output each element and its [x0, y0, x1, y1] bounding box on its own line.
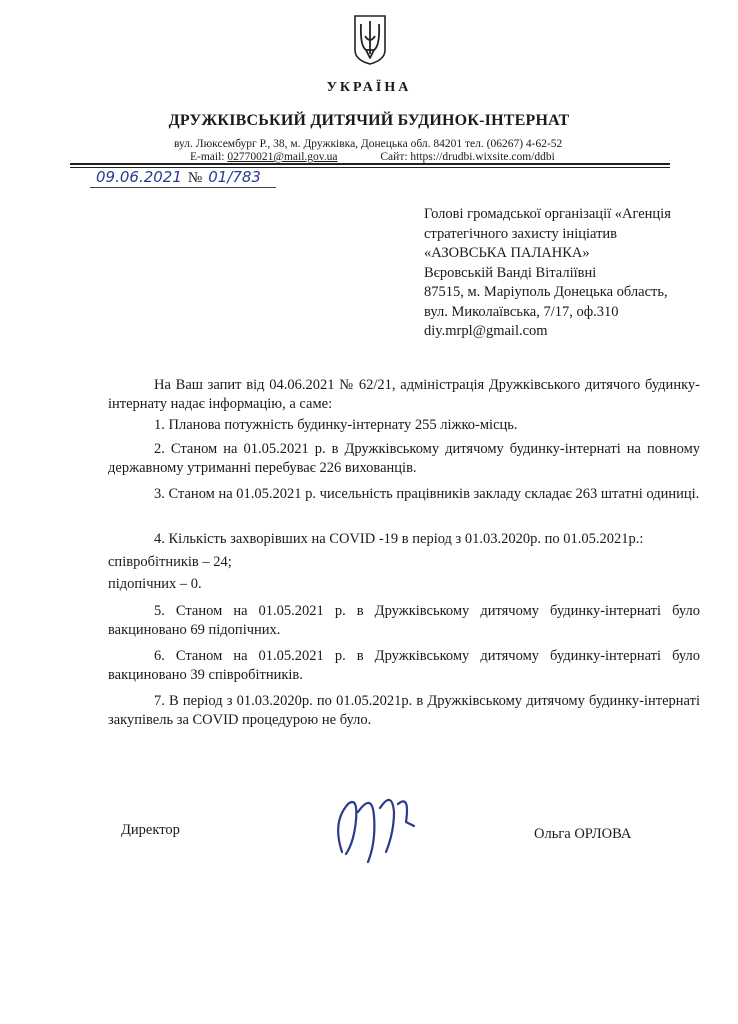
registration-number-label: № — [187, 170, 203, 186]
site-label: Сайт: — [380, 151, 408, 163]
recipient-line: стратегічного захисту ініціатив — [424, 225, 618, 242]
coat-of-arms-icon — [352, 14, 388, 66]
email-label: E-mail: — [190, 151, 225, 163]
recipient-block — [424, 205, 671, 342]
recipient-line: Вєровській Ванді Віталіївні — [424, 264, 597, 281]
item-4-wards: підопічних – 0. — [108, 576, 202, 592]
item-7: 7. В період з 01.03.2020р. по 01.05.2021р. в Дружківському дитячому будинку-інтернаті закупівель за COVID процедурою не було. — [108, 693, 700, 728]
recipient-line: вул. Миколаївська, 7/17, оф.310 — [424, 303, 619, 320]
registration-date: 09.06.2021 — [96, 168, 182, 186]
item-6: 6. Станом на 01.05.2021 р. в Дружківському дитячому будинку-інтернаті було вакциновано 39 співробітників. — [108, 648, 700, 683]
item-5: 5. Станом на 01.05.2021 р. в Дружківському дитячому будинку-інтернаті було вакциновано 69 підопічних. — [108, 603, 700, 638]
country-name: УКРАЇНА — [326, 80, 412, 95]
item-4-staff: співробітників – 24; — [108, 554, 232, 570]
registration-number: 01/783 — [208, 168, 261, 186]
recipient-line: 87515, м. Маріуполь Донецька область, — [424, 284, 668, 300]
item-2: 2. Станом на 01.05.2021 р. в Дружківському дитячому будинку-інтернаті на повному державному утриманні перебуває 226 вихованців. — [108, 441, 700, 476]
signature-name: Ольга ОРЛОВА — [534, 826, 632, 842]
header-divider — [70, 163, 670, 165]
item-3: 3. Станом на 01.05.2021 р. чисельність працівників закладу складає 263 штатні одиниці. — [154, 486, 700, 502]
registration-underline — [90, 187, 276, 188]
site-link[interactable]: https://drudbi.wixsite.com/ddbi — [410, 151, 555, 163]
organization-name: ДРУЖКІВСЬКИЙ ДИТЯЧИЙ БУДИНОК-ІНТЕРНАТ — [168, 112, 570, 129]
item-1: 1. Планова потужність будинку-інтернату 255 ліжко-місць. — [154, 417, 518, 433]
recipient-line: «АЗОВСЬКА ПАЛАНКА» — [424, 245, 590, 261]
organization-address: вул. Люксембург Р., 38, м. Дружківка, Донецька обл. 84201 тел. (06267) 4-62-52 — [174, 138, 563, 150]
recipient-email: diy.mrpl@gmail.com — [424, 323, 548, 339]
intro-paragraph: На Ваш запит від 04.06.2021 № 62/21, адміністрація Дружківського дитячого будинку-інтернату надає інформацію, а саме: — [108, 377, 700, 412]
email-link[interactable]: 02770021@mail.gov.ua — [227, 151, 338, 163]
registration-line — [96, 168, 261, 187]
organization-contacts — [190, 151, 555, 163]
signature-position: Директор — [121, 822, 180, 838]
handwritten-signature-icon — [328, 782, 418, 866]
item-4: 4. Кількість захворівших на COVID -19 в період з 01.03.2020р. по 01.05.2021р.: — [154, 531, 644, 547]
recipient-line: Голові громадської організації «Агенція — [424, 206, 671, 222]
